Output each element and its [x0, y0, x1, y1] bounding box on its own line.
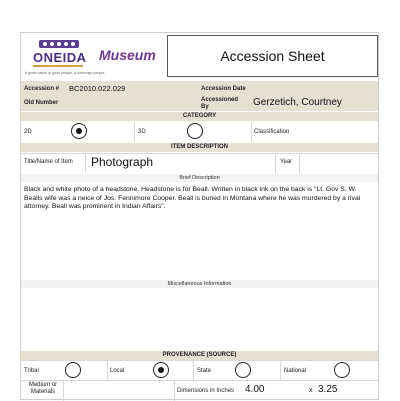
divider [275, 153, 276, 173]
category-3d-label: 3D [138, 129, 146, 135]
title-name-label: Title/Name of Item [24, 159, 73, 165]
provenance-header: PROVENANCE (SOURCE) [21, 351, 378, 360]
divider [21, 360, 378, 361]
item-description-header: ITEM DESCRIPTION [21, 143, 378, 152]
title-name-field[interactable]: Photograph [91, 155, 154, 169]
misc-information-header: Miscellaneous Information [21, 280, 378, 288]
misc-information-field[interactable] [24, 291, 376, 351]
old-number-label: Old Number [24, 100, 59, 106]
provenance-national-label: National [284, 368, 307, 374]
accessioned-by-field[interactable]: Gerzetich, Courtney [253, 97, 342, 108]
provenance-tribal-radio[interactable] [65, 362, 81, 378]
category-2d-label: 2D [24, 129, 32, 135]
category-3d-radio[interactable] [187, 123, 203, 139]
logo-tagline: A great nation of good people. A sovereign people. [25, 71, 106, 75]
divider [280, 360, 281, 380]
accession-sheet [20, 32, 379, 400]
divider [299, 153, 300, 173]
provenance-national-radio[interactable] [334, 362, 350, 378]
category-header: CATEGORY [21, 112, 378, 121]
divider [63, 380, 64, 401]
brief-description-text[interactable]: Black and white photo of a headstone. Headstone is for Beall. Written in black ink on the back is "Lt. Gov S. W. Bealls wife was a neice of Jos. Fennimore Cooper. Beall is buried in Montana where he was murdered by a rival attorney. Beall was prominent in Indian Affairs". [24, 186, 361, 211]
accession-date-label: Accession Date [201, 86, 246, 92]
category-2d-radio[interactable] [71, 123, 87, 139]
dimension-height-field[interactable]: 3.25 [318, 384, 338, 395]
sheet-title: Accession Sheet [220, 48, 325, 64]
medium-materials-label: Medium or Materials [28, 382, 58, 395]
dimension-width-field[interactable]: 4.00 [245, 384, 265, 395]
museum-title: Museum [99, 47, 156, 63]
divider [174, 380, 175, 401]
divider [107, 360, 108, 380]
sheet-title-box [167, 35, 378, 77]
accession-number-field[interactable]: BC2010.022.029 [69, 84, 126, 93]
divider [193, 360, 194, 380]
divider [21, 380, 378, 381]
accession-number-label: Accession # [24, 86, 60, 92]
provenance-local-label: Local [110, 368, 125, 374]
dimensions-label: Dimensions in Inches [177, 388, 235, 394]
year-label: Year [280, 159, 293, 165]
classification-label: Classification [254, 129, 290, 135]
wampum-belt-icon [39, 40, 79, 48]
divider [21, 153, 378, 154]
dimension-separator: x [309, 387, 313, 394]
divider [251, 122, 252, 142]
accessioned-by-label: Accessioned By [201, 97, 239, 110]
brief-description-header: Brief Description [21, 174, 378, 182]
logo-name: ONEIDA [33, 50, 87, 65]
provenance-local-radio[interactable] [153, 362, 169, 378]
divider [85, 153, 86, 173]
provenance-tribal-label: Tribal [24, 368, 39, 374]
divider [134, 122, 135, 142]
provenance-state-radio[interactable] [235, 362, 251, 378]
accession-block [21, 81, 378, 111]
logo-divider [33, 65, 83, 67]
provenance-state-label: State [197, 368, 212, 374]
